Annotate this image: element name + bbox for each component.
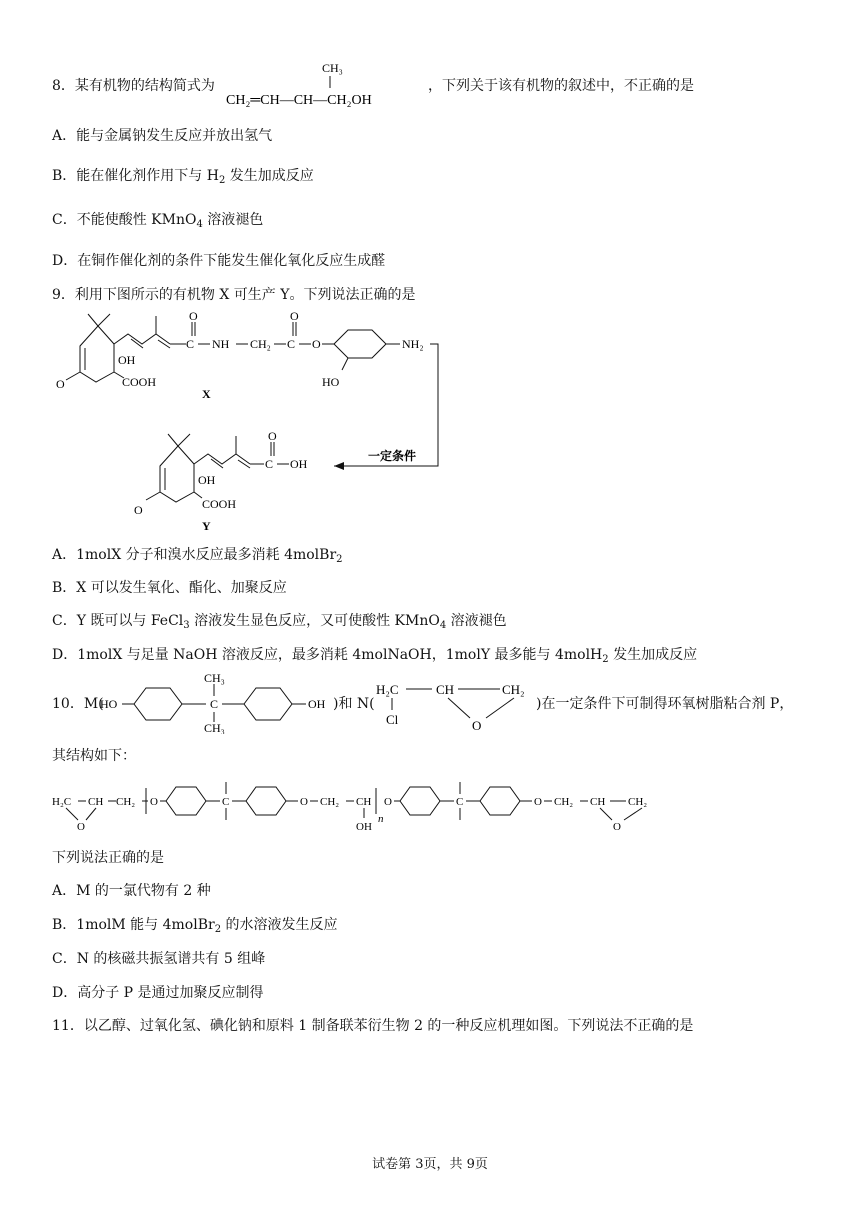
svg-text:CH₂: CH₂ <box>116 796 136 808</box>
svg-text:O: O <box>534 796 542 808</box>
svg-text:C: C <box>456 796 464 808</box>
svg-text:O: O <box>613 821 621 833</box>
svg-text:O: O <box>300 796 308 808</box>
q10-n-structure <box>376 674 536 740</box>
svg-text:CH₃: CH₃ <box>204 721 225 734</box>
q9-reaction-scheme <box>52 308 472 542</box>
q10-and-n: )和 N( <box>333 696 375 712</box>
q11-stem: 11．以乙醇、过氧化氢、碘化钠和原料 1 制备联苯衍生物 2 的一种反应机理如图。下列说法不正确的是 <box>52 1018 694 1034</box>
q10-option-b: B．1molM 能与 4molBr$_2$ 的水溶液发生反应 <box>52 917 338 935</box>
svg-text:OH: OH <box>356 821 372 833</box>
svg-text:CH: CH <box>436 682 455 697</box>
q9-arrow-label: 一定条件 <box>368 449 417 463</box>
q10-polymer-p-structure <box>52 772 672 842</box>
svg-text:COOH: COOH <box>202 497 237 511</box>
q8-stem-after: ，下列关于该有机物的叙述中，不正确的是 <box>428 78 694 94</box>
svg-text:O: O <box>189 309 198 323</box>
q9-option-b: B．X 可以发生氧化、酯化、加聚反应 <box>52 580 287 596</box>
q8-formula-main: CH₂═CH—CH—CH₂OH <box>226 93 372 108</box>
svg-text:COOH: COOH <box>122 375 157 389</box>
q9-y-label: Y <box>202 519 211 533</box>
svg-text:O: O <box>290 309 299 323</box>
svg-text:NH₂: NH₂ <box>402 337 424 351</box>
q8-option-b: B．能在催化剂作用下与 $H_2$ 发生加成反应 <box>52 168 314 186</box>
svg-text:CH₂: CH₂ <box>554 796 574 808</box>
svg-text:O: O <box>150 796 158 808</box>
svg-text:HO: HO <box>322 375 340 389</box>
svg-text:O: O <box>312 337 321 351</box>
svg-text:CH₂: CH₂ <box>502 682 525 697</box>
q9-x-label: X <box>202 387 211 401</box>
q10-sub-stem: 下列说法正确的是 <box>52 850 164 866</box>
svg-text:C: C <box>210 697 219 711</box>
q10-stem-prefix: 10．M( <box>52 696 104 712</box>
q10-option-a: A．M 的一氯代物有 2 种 <box>52 883 211 899</box>
svg-text:C: C <box>265 457 274 471</box>
svg-text:H₂C: H₂C <box>52 796 72 808</box>
q10-stem-line2: 其结构如下： <box>52 748 136 764</box>
q9-option-d: D．1molX 与足量 NaOH 溶液反应，最多消耗 4molNaOH，1molY 最多能与 4molH$_2$ 发生加成反应 <box>52 647 698 665</box>
svg-text:CH₂: CH₂ <box>250 337 271 351</box>
svg-text:H₂C: H₂C <box>376 682 399 697</box>
svg-text:OH: OH <box>198 473 216 487</box>
q9-stem: 9．利用下图所示的有机物 X 可生产 Y。下列说法正确的是 <box>52 287 416 303</box>
svg-text:n: n <box>378 813 384 825</box>
svg-text:O: O <box>472 718 482 733</box>
page-footer: 试卷第 3页，共 9页 <box>372 1157 488 1172</box>
svg-text:O: O <box>77 821 85 833</box>
svg-text:O: O <box>268 429 277 443</box>
q10-stem-suffix: )在一定条件下可制得环氧树脂粘合剂 P， <box>536 696 794 712</box>
q8-formula-ch3: CH₃ <box>322 61 343 75</box>
svg-text:CH₂: CH₂ <box>628 796 648 808</box>
svg-text:CH₃: CH₃ <box>204 672 225 685</box>
q10-option-d: D．高分子 P 是通过加聚反应制得 <box>52 985 264 1001</box>
q10-m-structure <box>100 672 340 738</box>
svg-text:O: O <box>134 503 143 517</box>
svg-text:CH: CH <box>88 796 104 808</box>
svg-text:C: C <box>287 337 296 351</box>
q10-option-c: C．N 的核磁共振氢谱共有 5 组峰 <box>52 951 266 967</box>
q8-structural-formula <box>226 58 436 114</box>
q9-option-a: A．1molX 分子和溴水反应最多消耗 4molBr$_2$ <box>52 547 343 565</box>
q8-option-d: D．在铜作催化剂的条件下能发生催化氧化反应生成醛 <box>52 253 386 269</box>
q9-option-c: C．Y 既可以与 FeCl$_3$ 溶液发生显色反应，又可使酸性 KMnO$_4$ 溶液褪色 <box>52 613 507 631</box>
svg-text:C: C <box>222 796 230 808</box>
svg-text:OH: OH <box>308 697 326 711</box>
svg-text:C: C <box>186 337 195 351</box>
svg-text:CH₂: CH₂ <box>320 796 340 808</box>
svg-text:CH: CH <box>356 796 372 808</box>
q8-option-a: A．能与金属钠发生反应并放出氢气 <box>52 128 273 144</box>
svg-text:NH: NH <box>212 337 230 351</box>
svg-text:OH: OH <box>290 457 308 471</box>
svg-text:HO: HO <box>100 697 118 711</box>
svg-text:Cl: Cl <box>386 712 399 727</box>
svg-text:O: O <box>56 377 65 391</box>
svg-text:CH: CH <box>590 796 606 808</box>
svg-text:OH: OH <box>118 353 136 367</box>
q8-option-c: C．不能使酸性 KMnO$_4$ 溶液褪色 <box>52 212 264 230</box>
svg-text:O: O <box>384 796 392 808</box>
q8-stem-before: 8．某有机物的结构简式为 <box>52 78 215 94</box>
